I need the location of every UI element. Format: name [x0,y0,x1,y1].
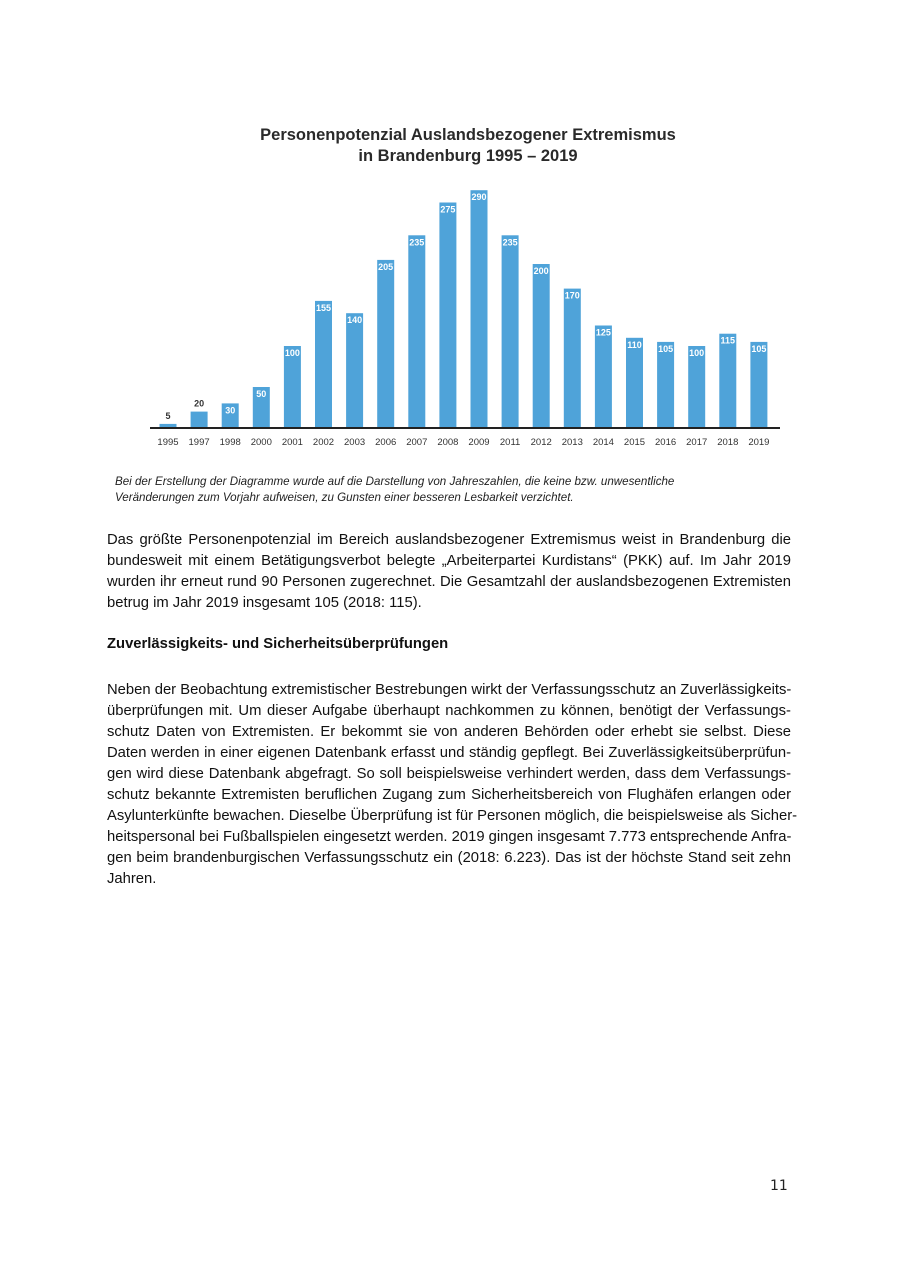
chart-title-line2: in Brandenburg 1995 – 2019 [358,147,578,165]
paragraph-checks [107,680,798,890]
x-tick-label-2012: 2012 [530,437,552,448]
x-tick-label-2018: 2018 [717,437,739,448]
bar-2013 [564,289,581,428]
bar-2012 [533,264,550,428]
bar-2018 [719,334,736,428]
bar-2019 [750,342,767,428]
data-label-2011: 235 [502,237,518,248]
data-label-1995: 5 [165,410,171,421]
x-tick-label-2019: 2019 [748,437,770,448]
paragraph-pkk [107,530,791,614]
bar-2003 [346,313,363,428]
paragraph-line: schutz Daten von Extremisten. Er bekommt sie von anderen Behörden oder erhebt sie selbst. Diese [107,724,791,740]
data-label-2014: 125 [595,327,611,338]
x-tick-label-2014: 2014 [592,437,614,448]
data-label-2007: 235 [409,237,425,248]
data-label-2009: 290 [471,192,487,203]
bar-2015 [626,338,643,428]
data-label-2019: 105 [751,343,767,354]
paragraph-line: Jahren. [107,871,157,887]
paragraph-line: Neben der Beobachtung extremistischer Bestrebungen wirkt der Verfassungsschutz an Zuverlässigkeits- [107,682,792,698]
bar-2002 [315,301,332,428]
data-label-2003: 140 [347,315,363,326]
bar-2017 [688,346,705,428]
paragraph-line: überprüfungen mit. Um dieser Aufgabe überhaupt nachkommen zu können, benötigt der Verfassungs- [107,703,791,719]
x-tick-label-2003: 2003 [344,437,366,448]
data-label-2018: 115 [720,335,736,346]
paragraph-line: heitspersonal bei Fußballspielen eingesetzt werden. 2019 gingen insgesamt 7.773 entsprechende Anfra- [107,829,792,845]
bar-2007 [408,235,425,428]
section-heading: Zuverlässigkeits- und Sicherheitsüberprüfungen [107,636,449,652]
paragraph-line: wurden ihr erneut rund 90 Personen zugerechnet. Die Gesamtzahl der auslandsbezogenen Extremisten [107,574,791,590]
x-tick-label-2000: 2000 [250,437,272,448]
x-tick-label-2011: 2011 [499,437,521,448]
bar-2001 [284,346,301,428]
data-label-2000: 50 [256,389,267,399]
chart-svg [148,120,788,460]
bar-2006 [377,260,394,428]
x-tick-label-1995: 1995 [157,437,179,448]
data-label-2013: 170 [564,290,580,301]
x-tick-label-2009: 2009 [468,437,490,448]
paragraph-line: Asylunterkünfte bewachen. Dieselbe Überprüfung ist für Personen möglich, die beispielsweise als Sicher- [107,808,798,824]
bar-2016 [657,342,674,428]
caption-line-2: Veränderungen zum Vorjahr aufweisen, zu Gunsten einer besseren Lesbarkeit verzichtet. [115,491,574,504]
page-number: 11 [770,1178,788,1194]
bar-2009 [471,190,488,428]
bar-2008 [439,203,456,429]
paragraph-line: gen beim brandenburgischen Verfassungsschutz ein (2018: 6.223). Das ist der höchste Stand seit zehn [107,850,791,866]
data-label-2006: 205 [378,261,394,272]
x-tick-label-2008: 2008 [437,437,459,448]
caption-line-1: Bei der Erstellung der Diagramme wurde auf die Darstellung von Jahreszahlen, die keine bzw. unwesentliche [115,475,675,488]
x-tick-label-2013: 2013 [561,437,583,448]
x-tick-label-1997: 1997 [188,437,210,448]
bar-2011 [502,235,519,428]
data-label-1997: 20 [194,398,205,409]
data-label-2015: 110 [627,339,642,350]
chart-title-line1: Personenpotenzial Auslandsbezogener Extremismus [260,126,676,144]
x-tick-label-2007: 2007 [406,437,428,448]
x-tick-label-2015: 2015 [623,437,646,448]
paragraph-line: Das größte Personenpotenzial im Bereich auslandsbezogener Extremismus weist in Brandenburg die [107,532,791,548]
data-label-2016: 105 [658,343,674,354]
bar-1997 [191,412,208,428]
paragraph-line: Daten werden in einer eigenen Datenbank erfasst und ständig gepflegt. Bei Zuverlässigkeitsüberprüfun- [107,745,791,761]
paragraph-line: gen wird diese Datenbank abgefragt. So soll beispielsweise verhindert werden, dass dem Verfassungs- [107,766,791,782]
x-tick-label-2006: 2006 [375,437,397,448]
data-label-1998: 30 [225,405,236,416]
x-tick-label-2017: 2017 [686,437,708,448]
data-label-2012: 200 [533,266,549,276]
data-label-2008: 275 [440,204,456,215]
x-tick-label-2001: 2001 [281,437,303,448]
x-tick-label-2002: 2002 [312,437,335,448]
paragraph-line: bundesweit mit einem Betätigungsverbot belegte „Arbeiterpartei Kurdistans“ (PKK) auf. Im Jahr 2019 [107,553,791,569]
x-tick-label-1998: 1998 [219,437,241,448]
bar-chart [148,120,788,460]
x-tick-label-2016: 2016 [655,437,677,448]
chart-caption [115,474,795,506]
bar-2014 [595,326,612,429]
data-label-2017: 100 [689,348,705,358]
data-label-2001: 100 [284,348,300,358]
paragraph-line: betrug im Jahr 2019 insgesamt 105 (2018: 115). [107,595,422,611]
paragraph-line: schutz bekannte Extremisten beruflichen Zugang zum Sicherheitsbereich von Flughäfen erlangen oder [107,787,791,803]
data-label-2002: 155 [315,302,332,313]
